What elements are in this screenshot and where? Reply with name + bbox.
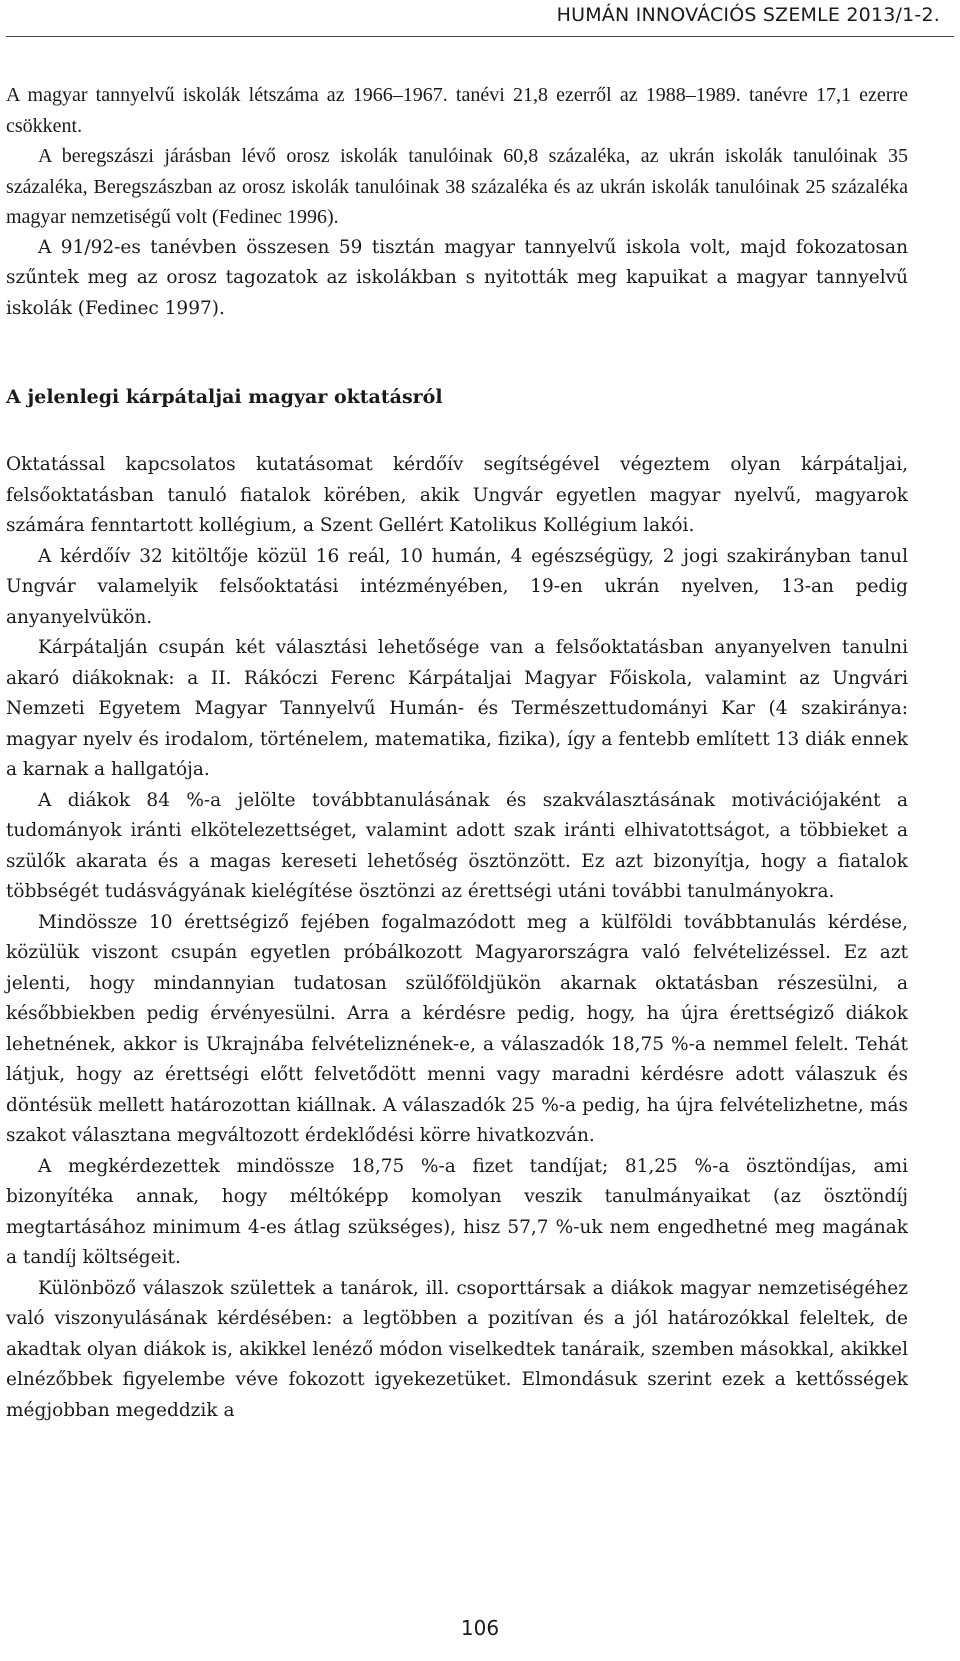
running-header: HUMÁN INNOVÁCIÓS SZEMLE 2013/1-2. [556, 4, 940, 26]
paragraph-higher-education-options: Kárpátalján csupán két választási lehetősége van a felsőoktatásban anyanyelven tanulni akaró diákoknak: a II. Rákóczi Ferenc Kárpátaljai Magyar Főiskola, valamint az Ungvári Nemzeti Egyetem Magyar Tannyelvű Humán- és Természettudományi Kar (4 szakiránya: magyar nyelv és irodalom, történelem, matematika, fizika), így a fentebb említett 13 diák ennek a karnak a hallgatója. [6, 637, 908, 780]
paragraph-school-enrollment: A magyar tannyelvű iskolák létszáma az 1966–1967. tanévi 21,8 ezerről az 1988–1989. tanévre 17,1 ezerre csökkent. [6, 84, 908, 137]
article-body [6, 80, 908, 1426]
paragraph-school-year-91-92: A 91/92-es tanévben összesen 59 tisztán magyar tannyelvű iskola volt, majd fokozatosan szűntek meg az orosz tagozatok az iskolákban s nyitották meg kapuikat a magyar tannyelvű iskolák (Fedinec 1997). [6, 236, 908, 319]
paragraph-survey-intro: Oktatással kapcsolatos kutatásomat kérdőív segítségével végeztem olyan kárpátaljai, felsőoktatásban tanuló fiatalok körében, akik Ungvár egyetlen magyar nyelvű, magyarok számára fenntartott kollégium, a Szent Gellért Katolikus Kollégium lakói. [6, 454, 908, 536]
paragraph-beregszasz-district: A beregszászi járásban lévő orosz iskolák tanulóinak 60,8 százaléka, az ukrán iskolák tanulóinak 35 százaléka, Beregszászban az orosz iskolák tanulóinak 38 százaléka és az ukrán iskolák tanulóinak 25 százaléka magyar nemzetiségű volt (Fedinec 1996). [6, 145, 908, 228]
paragraph-respondents: A kérdőív 32 kitöltője közül 16 reál, 10 humán, 4 egészségügy, 2 jogi szakirányban tanul Ungvár valamelyik felsőoktatási intézményében, 19-en ukrán nyelven, 13-an pedig anyanyelvükön. [6, 545, 908, 628]
paragraph-tuition: A megkérdezettek mindössze 18,75 %-a fizet tandíjat; 81,25 %-a ösztöndíjas, ami bizonyítéka annak, hogy méltóképp komolyan veszik tanulmányaikat (az ösztöndíj megtartásához minimum 4-es átlag szükséges), hisz 57,7 %-uk nem engedhetné meg magának a tandíj költségeit. [6, 1155, 908, 1268]
paragraph-motivation: A diákok 84 %-a jelölte továbbtanulásának és szakválasztásának motivációjaként a tudományok iránti elkötelezettséget, valamint adott szak iránti elhivatottságot, a többieket a szülők akarata és a magas kereseti lehetőség ösztönzött. Ez azt bizonyítja, hogy a fiatalok többségét tudásvágyának kielégítése ösztönzi az érettségi utáni további tanulmányokra. [6, 789, 908, 902]
section-heading: A jelenlegi kárpátaljai magyar oktatásról [6, 386, 443, 408]
page-number: 106 [460, 1616, 500, 1640]
paragraph-studying-abroad: Mindössze 10 érettségiző fejében fogalmazódott meg a külföldi továbbtanulás kérdése, közülük viszont csupán egyetlen próbálkozott Magyarországra való felvételizéssel. Ez azt jelenti, hogy mindannyian tudatosan szülőföldjükön akarnak oktatásban részesülni, a későbbiekben pedig érvényesülni. Arra a kérdésre pedig, hogy, ha újra érettségiző diákok lehetnének, akkor is Ukrajnába felvételiznének-e, a válaszadók 18,75 %-a nemmel felelt. Tehát látjuk, hogy az érettségi előtt felvetődött menni vagy maradni kérdésre adott válaszuk és döntésük mellett határozottan kiállnak. A válaszadók 25 %-a pedig, ha újra felvételizhetne, más szakot választana megváltozott érdeklődési körre hivatkozván. [6, 911, 908, 1146]
header-rule [6, 36, 954, 37]
paragraph-teacher-attitudes: Különböző válaszok születtek a tanárok, ill. csoporttársak a diákok magyar nemzetiségéhez való viszonyulásának kérdésében: a legtöbben a pozitívan és a jól határozókkal feleltek, de akadtak olyan diákok is, akikkel lenéző módon viselkedtek tanáraik, szemben másokkal, akikkel elnézőbbek figyelembe véve fokozott igyekezetüket. Elmondásuk szerint ezek a kettősségek mégjobban megeddzik a [6, 1277, 908, 1421]
